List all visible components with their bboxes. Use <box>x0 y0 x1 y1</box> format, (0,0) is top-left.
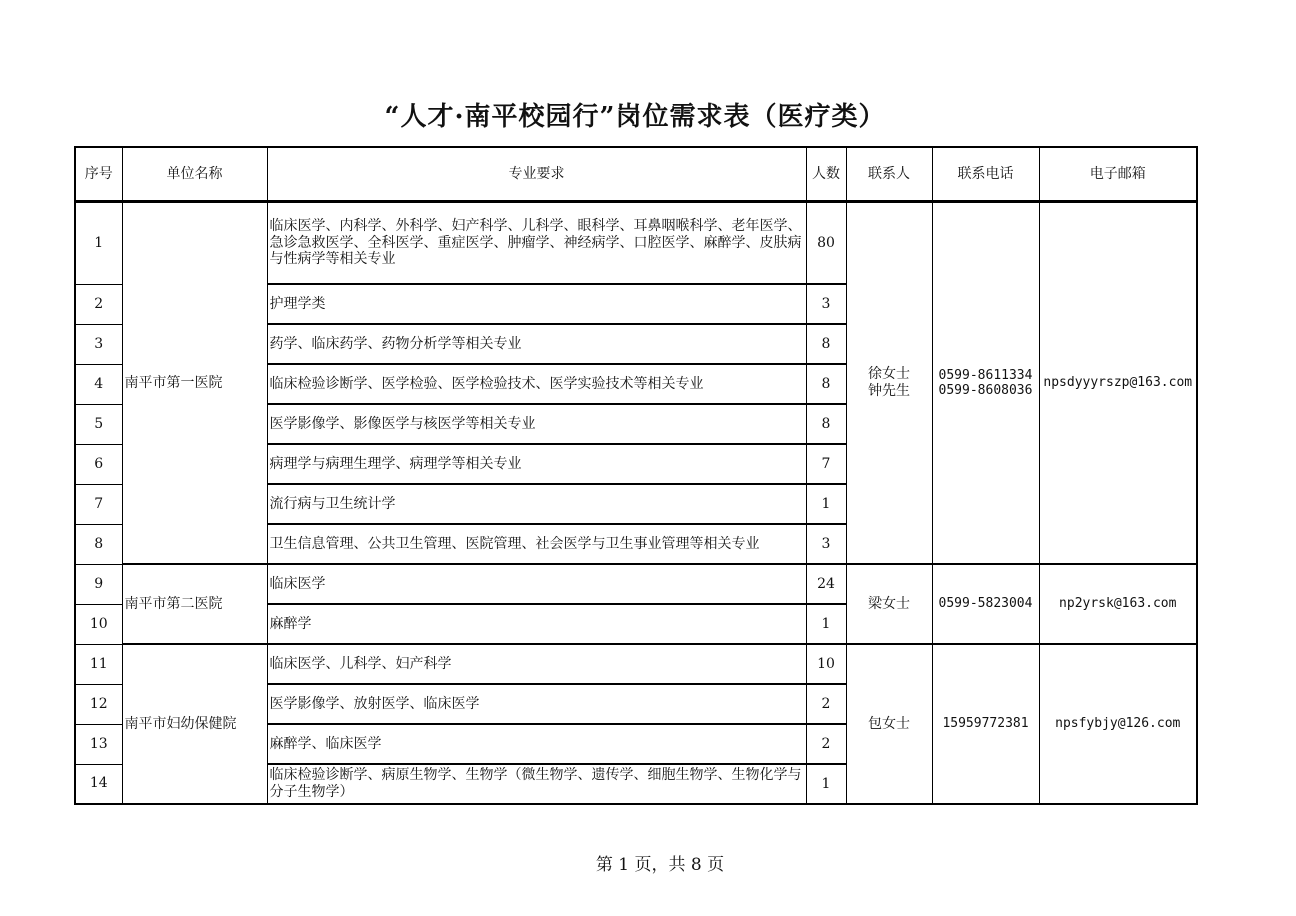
major-requirement-cell: 麻醉学 <box>267 604 806 644</box>
phone-number: 0599-8608036 <box>938 383 1033 398</box>
contact-person-name: 徐女士 <box>868 366 910 383</box>
seq-cell: 1 <box>75 202 122 285</box>
major-requirement-cell: 临床检验诊断学、病原生物学、生物学（微生物学、遗传学、细胞生物学、生物化学与分子生物学） <box>267 764 806 804</box>
contact-person-name: 梁女士 <box>868 595 910 612</box>
major-requirement-cell: 医学影像学、影像医学与核医学等相关专业 <box>267 404 806 444</box>
seq-cell: 14 <box>75 764 122 804</box>
unit-name-cell: 南平市第二医院 <box>122 564 267 644</box>
contact-phone-cell <box>932 564 1039 644</box>
page-footer: 第 1 页，共 8 页 <box>595 855 725 875</box>
headcount-cell: 80 <box>806 202 846 285</box>
major-requirement-cell: 临床医学 <box>267 564 806 604</box>
major-requirement-cell: 卫生信息管理、公共卫生管理、医院管理、社会医学与卫生事业管理等相关专业 <box>267 524 806 564</box>
table-row <box>75 644 1197 684</box>
major-requirement-cell: 护理学类 <box>267 284 806 324</box>
headcount-cell: 1 <box>806 764 846 804</box>
phone-number: 0599-8611334 <box>938 367 1033 383</box>
seq-cell: 5 <box>75 404 122 444</box>
job-demand-table <box>74 146 1198 805</box>
seq-cell: 12 <box>75 684 122 724</box>
seq-cell: 2 <box>75 284 122 324</box>
email-cell: np2yrsk@163.com <box>1039 564 1197 644</box>
email-cell: npsdyyyrszp@163.com <box>1039 202 1197 565</box>
headcount-cell: 10 <box>806 644 846 684</box>
headcount-cell: 3 <box>806 524 846 564</box>
headcount-cell: 8 <box>806 324 846 364</box>
seq-cell: 4 <box>75 364 122 404</box>
major-requirement-cell: 流行病与卫生统计学 <box>267 484 806 524</box>
seq-cell: 8 <box>75 524 122 564</box>
header-contact: 联系人 <box>846 147 932 202</box>
table-row <box>75 564 1197 604</box>
phone-number: 0599-5823004 <box>938 596 1033 612</box>
seq-cell: 7 <box>75 484 122 524</box>
email-cell: npsfybjy@126.com <box>1039 644 1197 804</box>
page-title: “人才·南平校园行”岗位需求表（医疗类） <box>384 102 886 132</box>
major-requirement-cell: 医学影像学、放射医学、临床医学 <box>267 684 806 724</box>
seq-cell: 6 <box>75 444 122 484</box>
seq-cell: 9 <box>75 564 122 604</box>
headcount-cell: 2 <box>806 684 846 724</box>
contact-person-cell <box>846 564 932 644</box>
major-requirement-cell: 药学、临床药学、药物分析学等相关专业 <box>267 324 806 364</box>
contact-person-name: 包女士 <box>868 715 910 732</box>
header-phone: 联系电话 <box>932 147 1039 202</box>
headcount-cell: 1 <box>806 484 846 524</box>
header-count: 人数 <box>806 147 846 202</box>
headcount-cell: 7 <box>806 444 846 484</box>
unit-name-cell: 南平市妇幼保健院 <box>122 644 267 804</box>
table-header-row <box>75 147 1197 202</box>
headcount-cell: 8 <box>806 364 846 404</box>
table-body <box>75 202 1197 805</box>
header-email: 电子邮箱 <box>1039 147 1197 202</box>
major-requirement-cell: 麻醉学、临床医学 <box>267 724 806 764</box>
headcount-cell: 24 <box>806 564 846 604</box>
phone-number: 15959772381 <box>942 716 1029 732</box>
contact-person-cell <box>846 644 932 804</box>
header-major: 专业要求 <box>267 147 806 202</box>
seq-cell: 3 <box>75 324 122 364</box>
headcount-cell: 1 <box>806 604 846 644</box>
major-requirement-cell: 临床医学、儿科学、妇产科学 <box>267 644 806 684</box>
headcount-cell: 2 <box>806 724 846 764</box>
header-unit: 单位名称 <box>122 147 267 202</box>
contact-phone-cell <box>932 644 1039 804</box>
contact-person-name: 钟先生 <box>868 383 910 399</box>
table-row <box>75 202 1197 285</box>
seq-cell: 10 <box>75 604 122 644</box>
unit-name-cell: 南平市第一医院 <box>122 202 267 565</box>
seq-cell: 11 <box>75 644 122 684</box>
contact-phone-cell <box>932 202 1039 565</box>
contact-person-cell <box>846 202 932 565</box>
seq-cell: 13 <box>75 724 122 764</box>
major-requirement-cell: 临床检验诊断学、医学检验、医学检验技术、医学实验技术等相关专业 <box>267 364 806 404</box>
major-requirement-cell: 病理学与病理生理学、病理学等相关专业 <box>267 444 806 484</box>
headcount-cell: 8 <box>806 404 846 444</box>
header-seq: 序号 <box>75 147 122 202</box>
headcount-cell: 3 <box>806 284 846 324</box>
major-requirement-cell: 临床医学、内科学、外科学、妇产科学、儿科学、眼科学、耳鼻咽喉科学、老年医学、急诊急救医学、全科医学、重症医学、肿瘤学、神经病学、口腔医学、麻醉学、皮肤病与性病学等相关专业 <box>267 202 806 285</box>
